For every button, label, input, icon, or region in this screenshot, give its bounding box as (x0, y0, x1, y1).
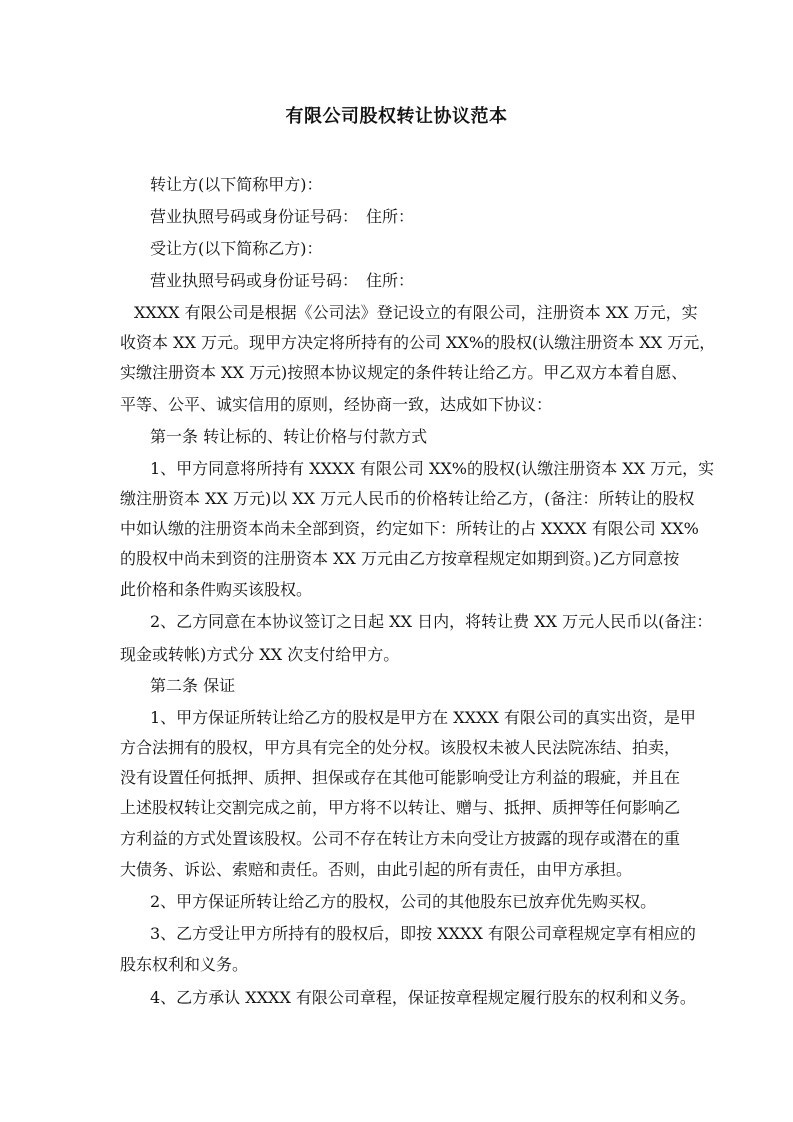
document-title: 有限公司股权转让协议范本 (285, 106, 508, 127)
article-1-heading: 第一条 转让标的、转让价格与付款方式 (150, 427, 428, 446)
article-2-heading: 第二条 保证 (150, 676, 236, 695)
article-1-clause-1-line: 的股权中尚未到资的注册资本 XX 万元由乙方按章程规定如期到资。)乙方同意按 (120, 549, 680, 568)
article-1-clause-2-line: 现金或转帐)方式分 XX 次支付给甲方。 (120, 645, 400, 664)
article-2-clause-1-line: 1、甲方保证所转让给乙方的股权是甲方在 XXXX 有限公司的真实出资，是甲 (150, 708, 696, 727)
intro-line: XXXX 有限公司是根据《公司法》登记设立的有限公司，注册资本 XX 万元，实 (134, 303, 698, 322)
intro-line: 平等、公平、诚实信用的原则，经协商一致，达成如下协议： (120, 395, 553, 414)
intro-line: 实缴注册资本 XX 万元)按照本协议规定的条件转让给乙方。甲乙双方本着自愿、 (120, 363, 688, 382)
article-2-clause-1-line: 上述股权转让交割完成之前，甲方将不以转让、赠与、抵押、质押等任何影响乙 (120, 798, 681, 817)
article-1-clause-1-line: 1、甲方同意将所持有 XXXX 有限公司 XX%的股权(认缴注册资本 XX 万元，实 (150, 459, 715, 478)
article-2-clause-4: 4、乙方承认 XXXX 有限公司章程，保证按章程规定履行股东的权利和义务。 (150, 988, 696, 1007)
article-1-clause-1-line: 中如认缴的注册资本尚未全部到资，约定如下：所转让的占 XXXX 有限公司 XX% (120, 519, 699, 538)
article-2-clause-1-line: 方合法拥有的股权，甲方具有完全的处分权。该股权未被人民法院冻结、拍卖， (120, 738, 681, 757)
article-2-clause-1-line: 方利益的方式处置该股权。公司不存在转让方未向受让方披露的现存或潜在的重 (120, 829, 681, 848)
article-2-clause-1-line: 大债务、诉讼、索赔和责任。否则，由此引起的所有责任，由甲方承担。 (120, 860, 633, 879)
party-transferor: 转让方(以下简称甲方)： (150, 175, 323, 194)
article-1-clause-1-line: 此价格和条件购买该股权。 (120, 580, 313, 599)
intro-line: 收资本 XX 万元。现甲方决定将所持有的公司 XX%的股权(认缴注册资本 XX 万元， (120, 333, 716, 352)
party-transferee: 受让方(以下简称乙方)： (150, 239, 323, 258)
party-transferor-id: 营业执照号码或身份证号码： 住所： (150, 207, 415, 226)
article-2-clause-3-line: 3、乙方受让甲方所持有的股权后，即按 XXXX 有限公司章程规定享有相应的 (150, 924, 696, 943)
article-1-clause-2-line: 2、乙方同意在本协议签订之日起 XX 日内，将转让费 XX 万元人民币以(备注： (150, 612, 713, 631)
article-2-clause-3-line: 股东权利和义务。 (120, 955, 249, 974)
article-2-clause-1-line: 没有设置任何抵押、质押、担保或存在其他可能影响受让方利益的瑕疵，并且在 (120, 768, 681, 787)
article-1-clause-1-line: 缴注册资本 XX 万元)以 XX 万元人民币的价格转让给乙方，(备注：所转让的股权 (120, 489, 695, 508)
article-2-clause-2: 2、甲方保证所转让给乙方的股权，公司的其他股东已放弃优先购买权。 (150, 892, 657, 911)
party-transferee-id: 营业执照号码或身份证号码： 住所： (150, 271, 415, 290)
